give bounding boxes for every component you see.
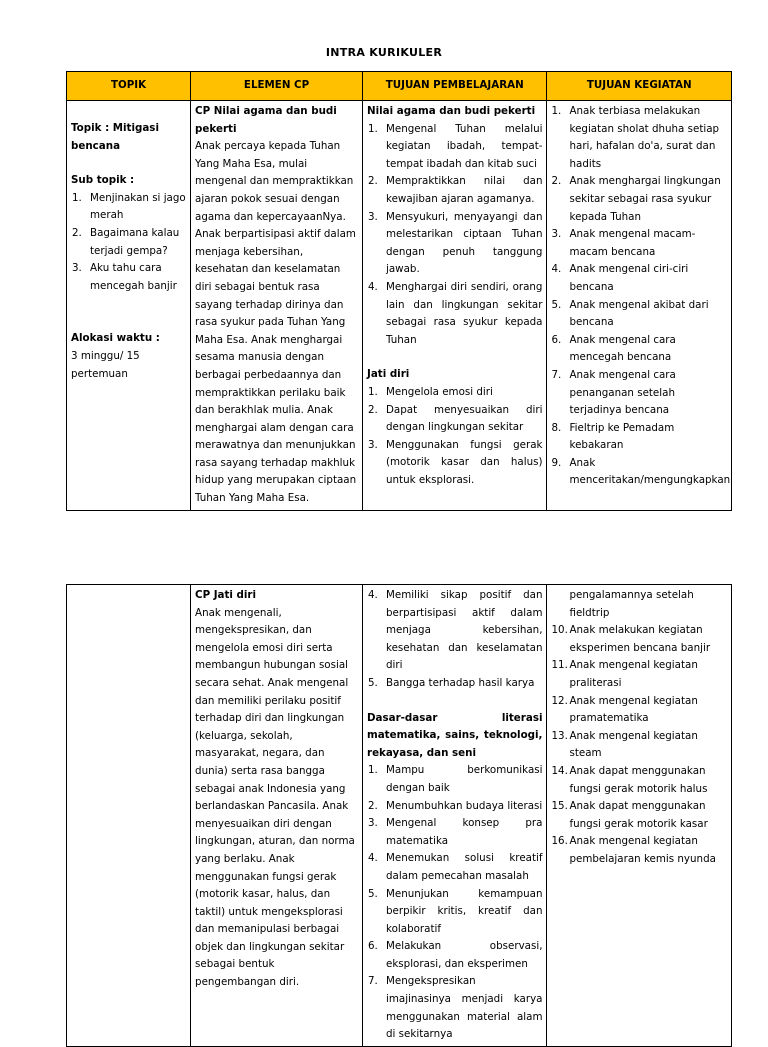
list-item: 2. Menumbuhkan budaya literasi [368, 799, 543, 812]
header-topik: TOPIK [67, 72, 191, 101]
list-item: 4. Memiliki sikap positif dan berpartisipasi aktif dalam menjaga kebersihan, kesehatan dan keselamatan diri [368, 589, 543, 672]
list-item: 4. Menemukan solusi kreatif dalam pemecahan masalah [368, 852, 543, 882]
tujuan-pembelajaran-cell [363, 585, 547, 1047]
list-item: 2. Mempraktikkan nilai dan kewajiban ajaran agamanya. [368, 175, 543, 205]
list-item: 5. Anak mengenal akibat dari bencana [551, 298, 709, 329]
list-item-continuation: pengalamannya setelah fieldtrip [569, 589, 694, 619]
table-row [67, 101, 732, 511]
dasar-literasi-heading: Dasar-dasar literasi matematika, sains, teknologi, rekayasa, dan seni [367, 711, 543, 759]
list-item: 2. Bagaimana kalau terjadi gempa? [72, 226, 180, 257]
list-item: 15. Anak dapat menggunakan fungsi gerak motorik kasar [551, 800, 708, 830]
list-item: 1. Menjinakan si jago merah [72, 191, 186, 222]
list-item: 12. Anak mengenal kegiatan pramatematika [551, 694, 698, 725]
list-item: 4. Anak mengenal ciri-ciri bencana [551, 263, 689, 293]
list-item: 1. Mampu berkomunikasi dengan baik [368, 764, 543, 794]
header-tujuan-kegiatan: TUJUAN KEGIATAN [547, 72, 732, 101]
list-item: 14. Anak dapat menggunakan fungsi gerak motorik halus [551, 764, 708, 795]
jati-diri-list [367, 384, 542, 490]
list-item: 3. Anak mengenal macam-macam bencana [551, 228, 696, 258]
list-item: 6. Melakukan observasi, eksplorasi, dan eksperimen [368, 940, 543, 970]
jati-diri-heading: Jati diri [367, 368, 410, 381]
jati-diri-list-continued [367, 587, 542, 693]
header-elemen-cp: ELEMEN CP [191, 72, 363, 101]
elemen-cp-cell [191, 101, 363, 511]
curriculum-table-page-2 [66, 584, 732, 1047]
list-item: 7. Mengekspresikan imajinasinya menjadi karya menggunakan material alam di sekitarnya [368, 975, 543, 1041]
tujuan-kegiatan-list [551, 103, 731, 490]
list-item: 10. Anak melakukan kegiatan eksperimen bencana banjir [551, 624, 711, 654]
nilai-agama-heading: Nilai agama dan budi pekerti [367, 105, 536, 117]
topic-line: Topik : Mitigasi bencana [71, 122, 159, 152]
list-item: 7. Anak mengenal cara penanganan setelah terjadinya bencana [551, 368, 676, 417]
list-item: 13. Anak mengenal kegiatan steam [551, 729, 698, 760]
document-title: INTRA KURIKULER [325, 46, 443, 59]
alokasi-value: 3 minggu/ 15 pertemuan [71, 349, 140, 380]
subtopic-list [71, 190, 186, 296]
list-item: 9. Anak menceritakan/mengungkapkan [551, 456, 731, 487]
cp-jati-diri-heading: CP Jati diri [195, 589, 257, 601]
alokasi-label: Alokasi waktu : [71, 332, 160, 345]
list-item: 4. Menghargai diri sendiri, orang lain dan lingkungan sekitar sebagai rasa syukur kepada Tuhan [368, 280, 543, 346]
list-item: 2. Anak menghargai lingkungan sekitar sebagai rasa syukur kepada Tuhan [551, 175, 721, 223]
tujuan-kegiatan-cell [547, 101, 732, 511]
list-item: 5. Bangga terhadap hasil karya [368, 676, 535, 689]
list-item: 2. Dapat menyesuaikan diri dengan lingkungan sekitar [368, 403, 543, 434]
list-item: 8. Fieltrip ke Pemadam kebakaran [551, 421, 675, 452]
tujuan-kegiatan-cell [547, 585, 732, 1047]
topik-cell-empty [67, 585, 191, 1047]
table-header-row [67, 72, 732, 101]
dasar-literasi-list [367, 762, 542, 1044]
list-item: 1. Mengelola emosi diri [368, 385, 493, 398]
list-item: 1. Mengenal Tuhan melalui kegiatan ibadah, tempat-tempat ibadah dan kitab suci [368, 122, 543, 170]
list-item: 1. Anak terbiasa melakukan kegiatan sholat dhuha setiap hari, hafalan do'a, surat dan hadits [551, 105, 720, 170]
table-row [67, 585, 732, 1047]
list-item: 3. Mengenal konsep pra matematika [368, 817, 543, 847]
list-item: 11. Anak mengenal kegiatan praliterasi [551, 659, 698, 689]
tujuan-pembelajaran-cell [363, 101, 547, 511]
tujuan-kegiatan-list-continued [551, 587, 727, 869]
cp-jati-diri-text: Anak mengenali, mengekspresikan, dan mengelola emosi diri serta membangun hubungan sosial secara sehat. Anak mengenal dan memiliki perilaku positif terhadap diri dan lingkungan (keluarga, sekolah, masyarakat, negara, dan dunia) serta rasa bangga sebagai anak Indonesia yang berlandaskan Pancasila. Anak menyesuaikan diri dengan lingkungan, aturan, dan norma yang berlaku. Anak menggunakan fungsi gerak (motorik kasar, halus, dan taktil) untuk mengeksplorasi dan memanipulasi berbagai objek dan lingkungan sekitar sebagai bentuk pengembangan diri. [195, 606, 355, 989]
list-item: 5. Menunjukan kemampuan berpikir kritis, kreatif dan kolaboratif [368, 887, 543, 935]
list-item: 16. Anak mengenal kegiatan pembelajaran kemis nyunda [551, 835, 716, 865]
nilai-agama-list [367, 121, 542, 350]
subtopic-label: Sub topik : [71, 174, 135, 187]
list-item: 6. Anak mengenal cara mencegah bencana [551, 333, 676, 364]
list-item: 3. Mensyukuri, menyayangi dan melestarikan ciptaan Tuhan dengan penuh tanggung jawab. [368, 210, 543, 276]
list-item: 3. Menggunakan fungsi gerak (motorik kasar dan halus) untuk eksplorasi. [368, 438, 543, 486]
cp-nilai-agama-text: Anak percaya kepada Tuhan Yang Maha Esa, mulai mengenal dan mempraktikkan ajaran pokok sesuai dengan agama dan kepercayaanNya. Anak berpartisipasi aktif dalam menjaga kebersihan, kesehatan dan keselamatan diri sebagai bentuk rasa sayang terhadap dirinya dan rasa syukur pada Tuhan Yang Maha Esa. Anak menghargai sesama manusia dengan berbagai perbedaannya dan mempraktikkan perilaku baik dan berakhlak mulia. Anak menghargai alam dengan cara merawatnya dan menunjukkan rasa sayang terhadap makhluk hidup yang merupakan ciptaan Tuhan Yang Maha Esa. [195, 140, 357, 505]
cp-nilai-agama-heading: CP Nilai agama dan budi pekerti [195, 105, 337, 135]
topik-cell [67, 101, 191, 511]
elemen-cp-cell [191, 585, 363, 1047]
curriculum-table-page-1 [66, 71, 732, 511]
list-item: 3. Aku tahu cara mencegah banjir [72, 262, 177, 292]
header-tujuan-pembelajaran: TUJUAN PEMBELAJARAN [363, 72, 547, 101]
